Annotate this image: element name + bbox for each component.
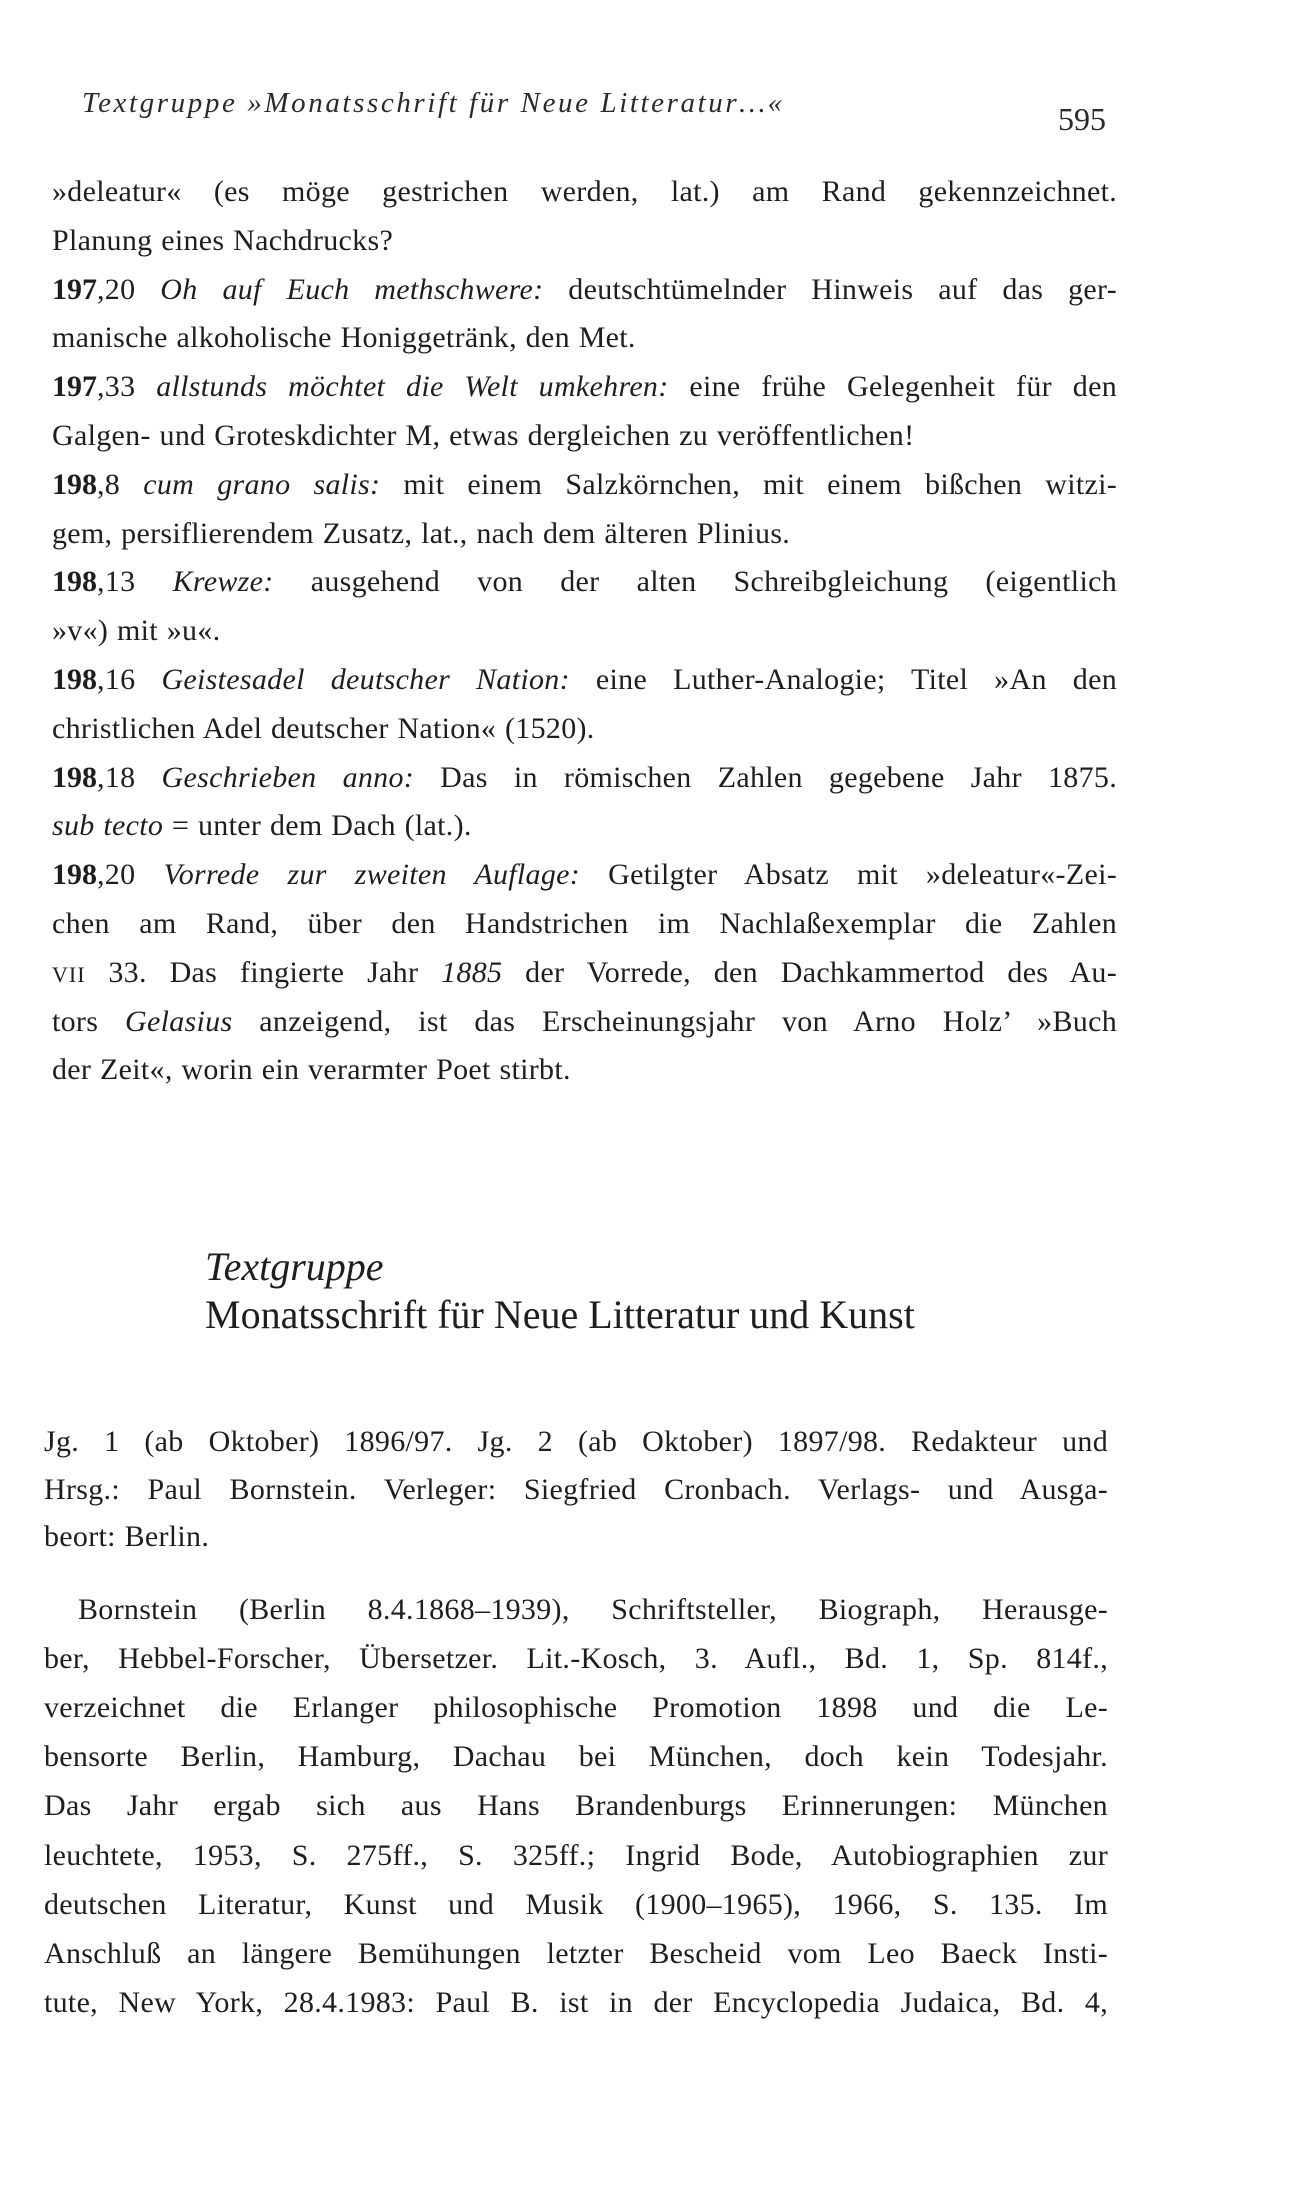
section-heading-title: Monatsschrift für Neue Litteratur und Kunst	[205, 1292, 915, 1337]
text-run: manische alkoholische Honiggetränk, den Met.	[52, 321, 636, 355]
text-run: ,16	[97, 663, 162, 696]
note-line	[52, 567, 1117, 597]
text-run: ausgehend von der alten Schreibgleichung (eigentlich	[273, 565, 1117, 599]
paragraph-line	[44, 1985, 1108, 2019]
note-line	[52, 223, 1117, 257]
paragraph-line	[44, 1427, 1108, 1457]
paragraph-line	[44, 1595, 1108, 1625]
paragraph-line	[44, 1791, 1108, 1821]
paragraph-line	[44, 1644, 1108, 1674]
page-number: 595	[1058, 101, 1106, 137]
text-run: ,33	[97, 370, 157, 404]
note-line	[52, 665, 1117, 695]
text-run: chen am Rand, über den Handstrichen im Nachlaßexemplar die Zahlen	[52, 907, 1117, 940]
text-run: »v«) mit »u«.	[52, 614, 221, 648]
text-run: christlichen Adel deutscher Nation« (1520).	[52, 711, 595, 745]
section-heading-kicker: Textgruppe	[205, 1244, 384, 1289]
line-reference: 198	[52, 760, 97, 794]
text-run: tors	[52, 1004, 126, 1038]
paragraph-line	[44, 1936, 1108, 1970]
text-run: 33. Das fingierte Jahr	[85, 955, 442, 989]
line-reference: 198	[52, 858, 97, 892]
paragraph-line	[44, 1887, 1108, 1921]
text-run: eine Luther-Analogie; Titel »An den	[569, 663, 1117, 696]
note-line	[52, 323, 1117, 353]
lemma-italic: Gelasius	[125, 1004, 233, 1038]
text-run: ber, Hebbel-Forscher, Übersetzer. Lit.-Kosch, 3. Aufl., Bd. 1, Sp. 814f.,	[44, 1642, 1108, 1676]
text-run: verzeichnet die Erlanger philosophische Promotion 1898 und die Le-	[44, 1691, 1108, 1725]
text-run: Bornstein (Berlin 8.4.1868–1939), Schriftsteller, Biograph, Herausge-	[78, 1593, 1108, 1626]
text-run: bensorte Berlin, Hamburg, Dachau bei München, doch kein Todesjahr.	[44, 1740, 1108, 1774]
line-reference: 198	[52, 467, 97, 501]
note-line	[52, 909, 1117, 939]
text-run: tute, New York, 28.4.1983: Paul B. ist in der Encyclopedia Judaica, Bd. 4,	[44, 1985, 1108, 2019]
paragraph-line	[44, 1472, 1108, 1506]
text-run: Jg. 1 (ab Oktober) 1896/97. Jg. 2 (ab Oktober) 1897/98. Redakteur und	[44, 1425, 1108, 1458]
paragraph-line	[44, 1693, 1108, 1723]
line-reference: 198	[52, 565, 97, 599]
lemma-italic: 1885	[441, 955, 503, 989]
paragraph-line	[44, 1522, 1108, 1552]
lemma-italic: Oh auf Euch methschwere:	[160, 272, 544, 306]
text-run: ,8	[97, 467, 144, 501]
note-line	[52, 811, 1117, 841]
text-run: Das Jahr ergab sich aus Hans Brandenburgs Erinnerungen: München	[44, 1789, 1108, 1823]
line-reference: 198	[52, 663, 97, 696]
lemma-italic: Geschrieben anno:	[161, 760, 415, 794]
text-run: mit einem Salzkörnchen, mit einem bißchen witzi-	[380, 467, 1118, 501]
text-run: = unter dem Dach (lat.).	[163, 809, 472, 843]
lemma-italic: Vorrede zur zweiten Auflage:	[163, 858, 581, 892]
note-line	[52, 516, 1117, 550]
line-reference: 197	[52, 272, 97, 306]
text-run: »deleatur« (es möge gestrichen werden, lat.) am Rand gekennzeichnet.	[52, 175, 1117, 208]
lemma-italic: allstunds möchtet die Welt umkehren:	[156, 370, 669, 404]
text-run: der Zeit«, worin ein verarmter Poet stirbt.	[52, 1053, 571, 1087]
text-run: deutschtümelnder Hinweis auf das ger-	[543, 272, 1117, 306]
note-line	[52, 1055, 1117, 1085]
text-run: leuchtete, 1953, S. 275ff., S. 325ff.; Ingrid Bode, Autobiographien zur	[44, 1838, 1108, 1872]
text-run: Galgen- und Groteskdichter M, etwas dergleichen zu veröffentlichen!	[52, 419, 915, 452]
text-run: Anschluß an längere Bemühungen letzter Bescheid vom Leo Baeck Insti-	[44, 1936, 1108, 1970]
small-caps-text: VII	[52, 961, 86, 987]
text-run: gem, persiflierendem Zusatz, lat., nach dem älteren Plinius.	[52, 516, 791, 550]
note-line	[52, 711, 1117, 745]
paragraph-line	[44, 1742, 1108, 1772]
paragraph-line	[44, 1838, 1108, 1872]
note-line	[52, 467, 1118, 501]
text-run: ,13	[97, 565, 173, 599]
text-run: ,20	[97, 272, 161, 306]
line-reference: 197	[52, 370, 97, 404]
note-line	[52, 1004, 1117, 1038]
note-line	[52, 272, 1117, 306]
note-line	[52, 955, 1117, 989]
note-line	[52, 372, 1117, 402]
text-run: beort: Berlin.	[44, 1520, 210, 1553]
lemma-italic: sub tecto	[52, 809, 164, 843]
text-run: anzeigend, ist das Erscheinungsjahr von Arno Holz’ »Buch	[232, 1004, 1117, 1038]
lemma-italic: Krewze:	[172, 565, 274, 599]
text-run: ,20	[97, 858, 164, 892]
lemma-italic: cum grano salis:	[143, 467, 381, 501]
lemma-italic: Geistesadel deutscher Nation:	[161, 663, 570, 696]
note-line	[52, 616, 1117, 646]
running-head: Textgruppe »Monatsschrift für Neue Litteratur…«	[82, 87, 785, 119]
text-run: der Vorrede, den Dachkammertod des Au-	[502, 955, 1117, 989]
note-line	[52, 177, 1117, 207]
note-line	[52, 860, 1117, 890]
text-run: Planung eines Nachdrucks?	[52, 223, 394, 257]
text-run: eine frühe Gelegenheit für den	[668, 370, 1117, 404]
text-run: Hrsg.: Paul Bornstein. Verleger: Siegfried Cronbach. Verlags- und Ausga-	[44, 1472, 1108, 1506]
note-line	[52, 760, 1117, 794]
text-run: ,18	[97, 760, 162, 794]
text-run: Das in römischen Zahlen gegebene Jahr 1875.	[414, 760, 1117, 794]
note-line	[52, 421, 1117, 451]
text-run: Getilgter Absatz mit »deleatur«-Zei-	[580, 858, 1117, 892]
text-run: deutschen Literatur, Kunst und Musik (1900–1965), 1966, S. 135. Im	[44, 1887, 1108, 1921]
